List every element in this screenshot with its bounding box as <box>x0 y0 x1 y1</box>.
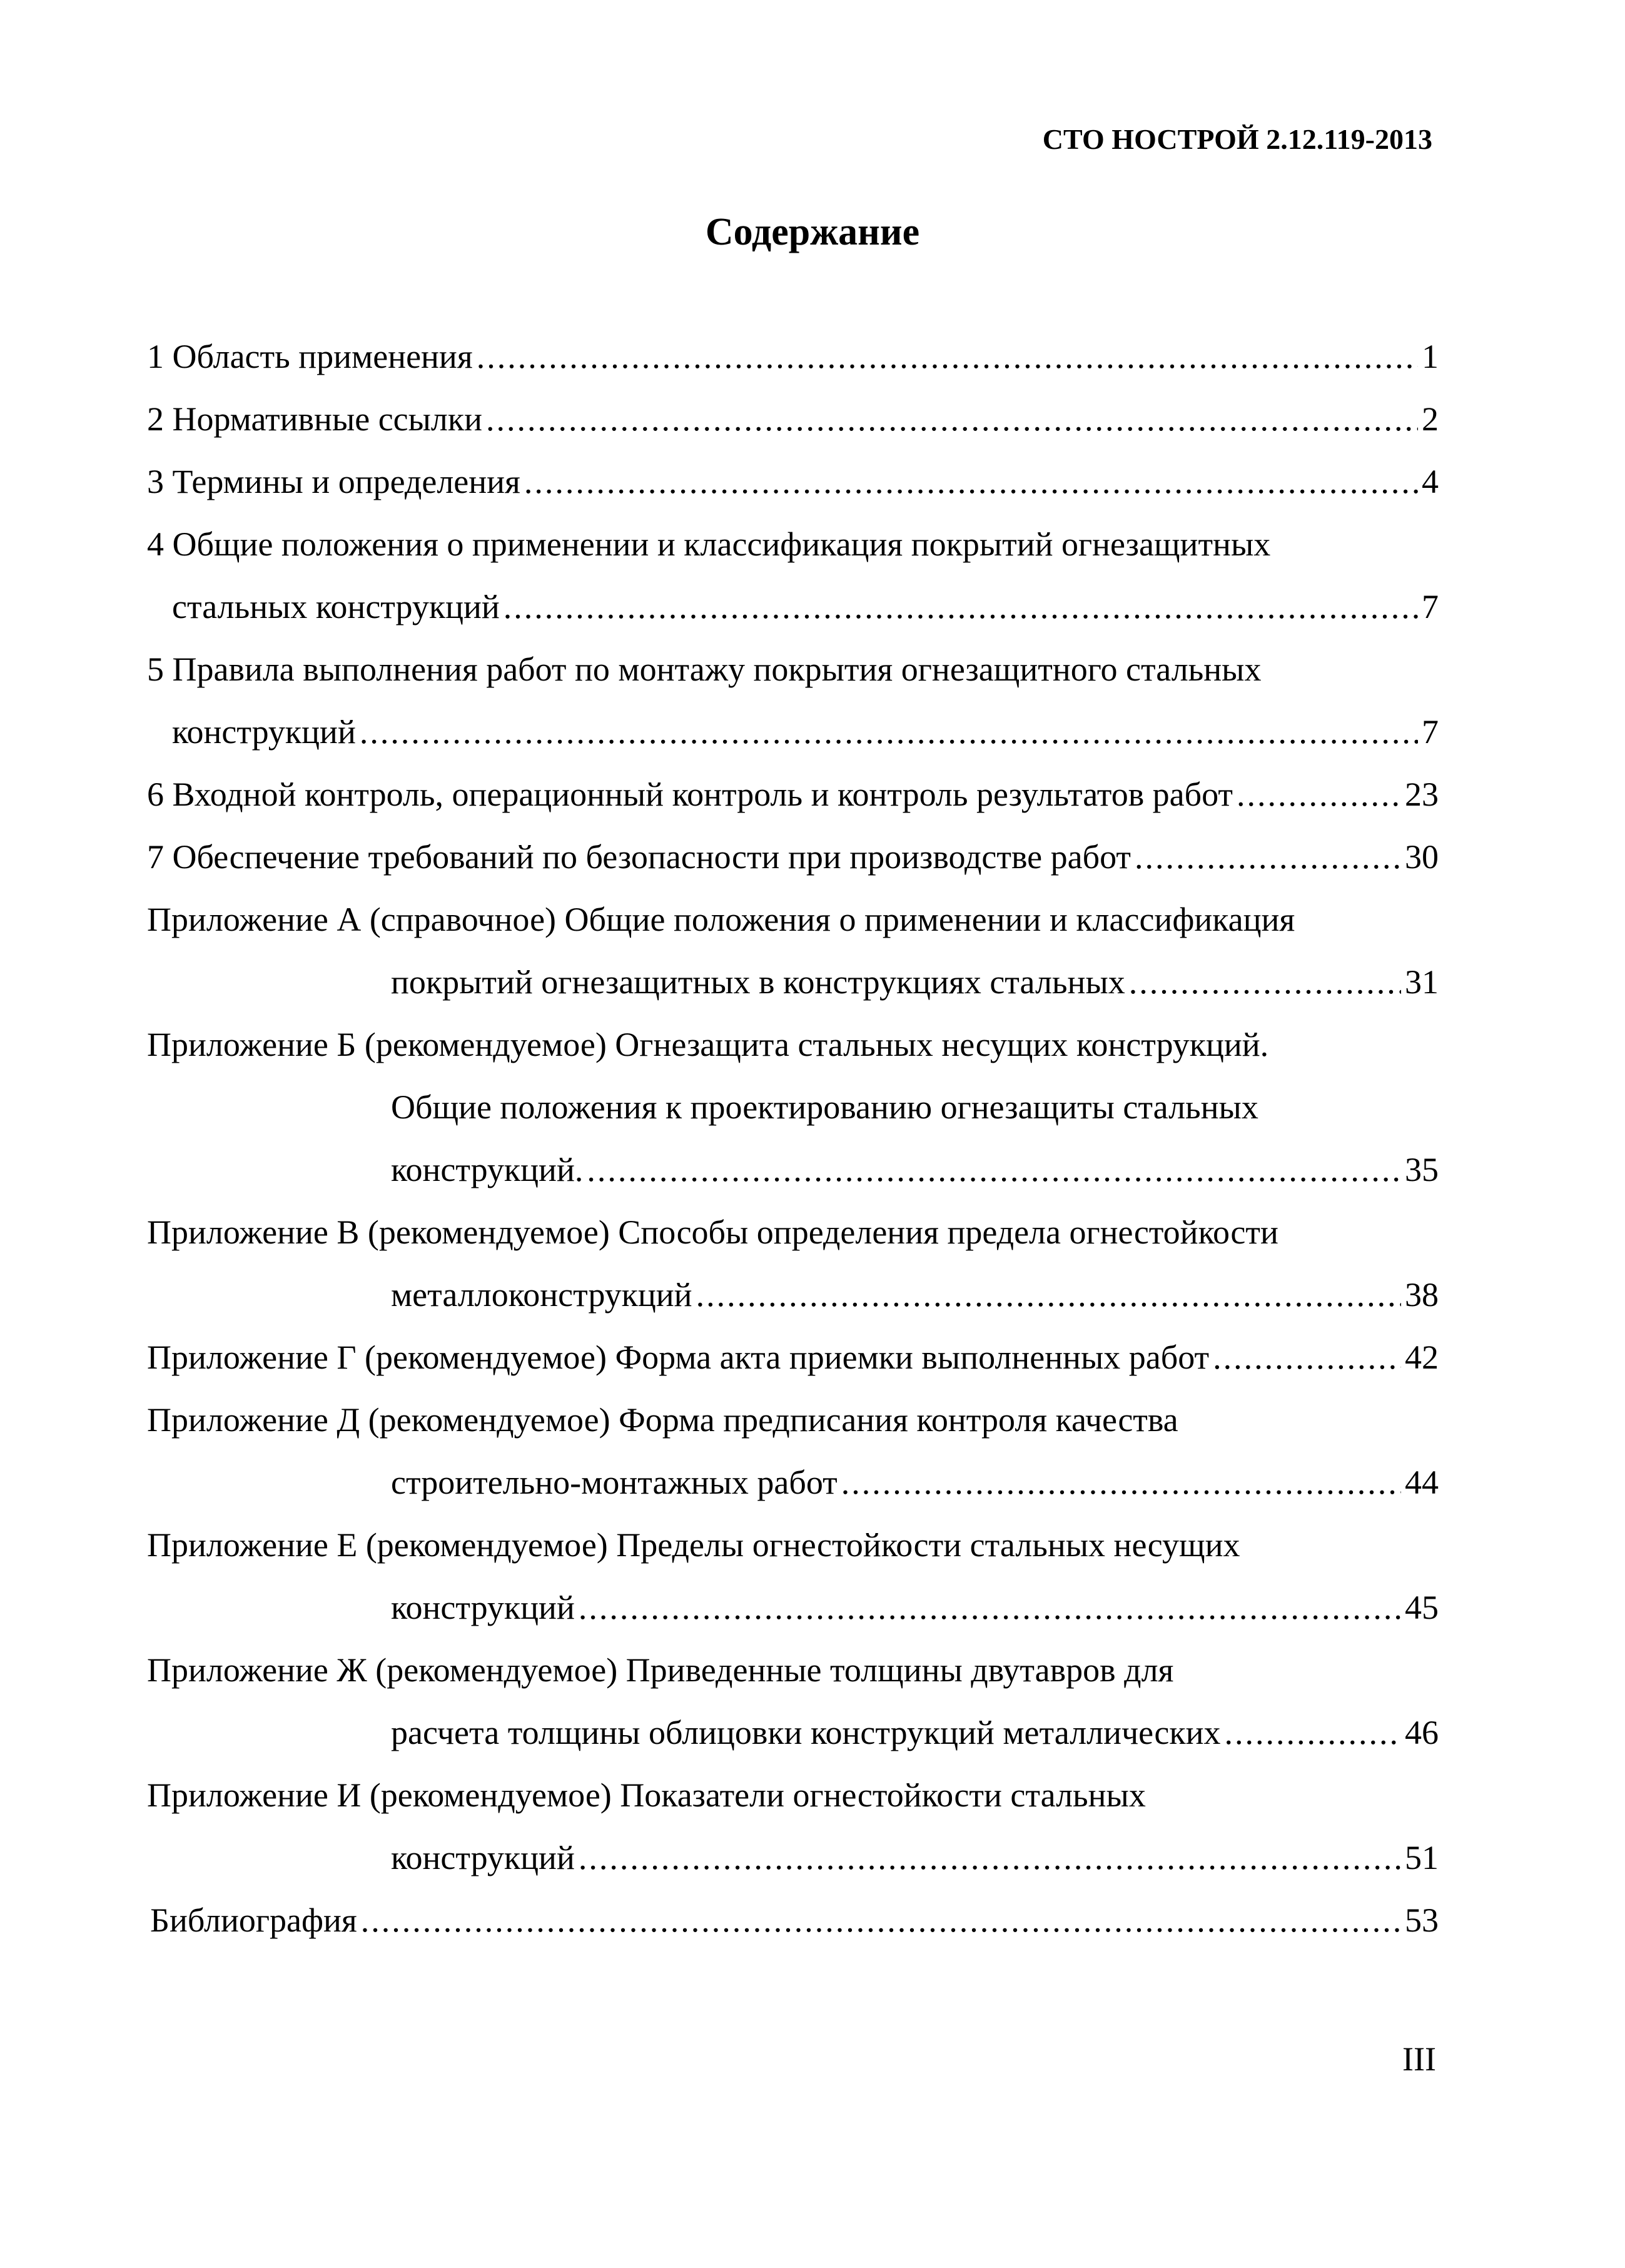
toc-page-number: 44 <box>1405 1464 1439 1501</box>
toc-page-number: 38 <box>1405 1276 1439 1314</box>
toc-entry-title-continued: конструкций. <box>391 1151 584 1188</box>
toc-page-number: 7 <box>1422 588 1439 625</box>
page-title: Содержание <box>705 211 920 253</box>
toc-entry-title: Приложение Е (рекомендуемое) Пределы огнестойкости стальных несущих <box>147 1526 1240 1564</box>
toc-entry-1[interactable] <box>147 325 1439 388</box>
toc-entry-title: Приложение В (рекомендуемое) Способы определения предела огнестойкости <box>147 1213 1278 1251</box>
toc-entry-3[interactable] <box>147 450 1439 513</box>
toc-entry-line <box>147 1263 1439 1326</box>
dot-leader <box>579 1826 1401 1889</box>
toc-entry-title: Приложение Ж (рекомендуемое) Приведенные толщины двутавров для <box>147 1651 1174 1689</box>
toc-entry-4[interactable] <box>147 513 1439 638</box>
toc-entry-line <box>147 1013 1439 1076</box>
toc-entry-appendix-g[interactable] <box>147 1326 1439 1389</box>
dot-leader <box>1135 826 1401 888</box>
toc-entry-title-continued: конструкций <box>391 1839 575 1876</box>
toc-entry-bibliography[interactable] <box>147 1889 1439 1952</box>
toc-page-number: 42 <box>1405 1339 1439 1376</box>
toc-entry-line <box>147 1576 1439 1639</box>
toc-page-number: 35 <box>1405 1151 1439 1188</box>
toc-page-number: 4 <box>1422 463 1439 500</box>
dot-leader <box>477 325 1418 388</box>
toc-entry-title-continued: конструкций <box>391 1589 575 1626</box>
table-of-contents <box>147 325 1439 1952</box>
toc-entry-title-continued: металлоконструкций <box>391 1276 692 1314</box>
toc-entry-line <box>147 1451 1439 1514</box>
toc-entry-line <box>147 888 1439 951</box>
toc-page-number: 51 <box>1405 1839 1439 1876</box>
toc-entry-title: 7 Обеспечение требований по безопасности при производстве работ <box>147 838 1131 876</box>
toc-entry-appendix-a[interactable] <box>147 888 1439 1013</box>
dot-leader <box>524 450 1418 513</box>
toc-entry-appendix-i[interactable] <box>147 1764 1439 1889</box>
toc-page-number: 31 <box>1405 963 1439 1001</box>
toc-entry-line <box>147 701 1439 763</box>
dot-leader <box>360 701 1418 763</box>
toc-entry-title: 4 Общие положения о применении и классификация покрытий огнезащитных <box>147 525 1271 563</box>
toc-entry-5[interactable] <box>147 638 1439 763</box>
toc-entry-7[interactable] <box>147 826 1439 888</box>
toc-entry-title-continued: строительно-монтажных работ <box>391 1464 838 1501</box>
toc-entry-title: 3 Термины и определения <box>147 463 520 500</box>
page-number-roman: III <box>1402 2040 1436 2078</box>
toc-entry-title-continued: покрытий огнезащитных в конструкциях стальных <box>391 963 1125 1001</box>
toc-entry-line <box>147 1076 1439 1138</box>
toc-entry-line <box>147 1138 1439 1201</box>
toc-entry-title: 1 Область применения <box>147 338 473 375</box>
toc-entry-title: Библиография <box>150 1901 357 1939</box>
toc-entry-line <box>147 513 1439 575</box>
toc-entry-appendix-zh[interactable] <box>147 1639 1439 1764</box>
dot-leader <box>1213 1326 1401 1389</box>
toc-page-number: 53 <box>1405 1901 1439 1939</box>
dot-leader <box>1129 951 1401 1013</box>
toc-entry-title: Приложение Б (рекомендуемое) Огнезащита стальных несущих конструкций. <box>147 1026 1269 1063</box>
dot-leader <box>696 1263 1401 1326</box>
dot-leader <box>841 1451 1401 1514</box>
toc-entry-title: Приложение Г (рекомендуемое) Форма акта приемки выполненных работ <box>147 1339 1210 1376</box>
toc-entry-title: 5 Правила выполнения работ по монтажу покрытия огнезащитного стальных <box>147 651 1262 688</box>
toc-entry-title: Приложение И (рекомендуемое) Показатели огнестойкости стальных <box>147 1776 1146 1814</box>
dot-leader <box>1225 1701 1401 1764</box>
toc-entry-line <box>147 575 1439 638</box>
toc-entry-line <box>147 1764 1439 1826</box>
toc-entry-title: 6 Входной контроль, операционный контроль и контроль результатов работ <box>147 776 1233 813</box>
toc-page-number: 2 <box>1422 400 1439 438</box>
dot-leader <box>587 1138 1401 1201</box>
toc-entry-appendix-e[interactable] <box>147 1514 1439 1639</box>
toc-page-number: 45 <box>1405 1589 1439 1626</box>
toc-entry-title-continued: стальных конструкций <box>172 588 500 625</box>
toc-entry-line <box>147 1701 1439 1764</box>
dot-leader <box>361 1889 1401 1952</box>
toc-entry-appendix-v[interactable] <box>147 1201 1439 1326</box>
toc-page-number: 23 <box>1405 776 1439 813</box>
dot-leader <box>1237 763 1401 826</box>
dot-leader <box>486 388 1418 450</box>
toc-entry-title: 2 Нормативные ссылки <box>147 400 482 438</box>
toc-entry-line <box>147 1826 1439 1889</box>
toc-entry-6[interactable] <box>147 763 1439 826</box>
toc-entry-appendix-d[interactable] <box>147 1389 1439 1514</box>
toc-entry-title: Приложение Д (рекомендуемое) Форма предписания контроля качества <box>147 1401 1178 1439</box>
toc-entry-line <box>147 1389 1439 1451</box>
toc-entry-title-continued: Общие положения к проектированию огнезащиты стальных <box>391 1088 1258 1126</box>
toc-page-number: 1 <box>1422 338 1439 375</box>
toc-entry-line <box>147 1514 1439 1576</box>
toc-entry-title: Приложение А (справочное) Общие положения о применении и классификация <box>147 901 1295 938</box>
dot-leader <box>579 1576 1401 1639</box>
toc-entry-line <box>147 1201 1439 1263</box>
toc-entry-2[interactable] <box>147 388 1439 450</box>
dot-leader <box>504 575 1418 638</box>
toc-page-number: 30 <box>1405 838 1439 876</box>
toc-entry-line <box>147 638 1439 701</box>
toc-entry-title-continued: расчета толщины облицовки конструкций металлических <box>391 1714 1221 1751</box>
toc-page-number: 46 <box>1405 1714 1439 1751</box>
toc-entry-appendix-b[interactable] <box>147 1013 1439 1201</box>
toc-entry-line <box>147 1639 1439 1701</box>
toc-entry-line <box>147 951 1439 1013</box>
document-code-header: СТО НОСТРОЙ 2.12.119-2013 <box>1042 123 1432 155</box>
toc-page-number: 7 <box>1422 713 1439 751</box>
toc-entry-title-continued: конструкций <box>172 713 356 751</box>
